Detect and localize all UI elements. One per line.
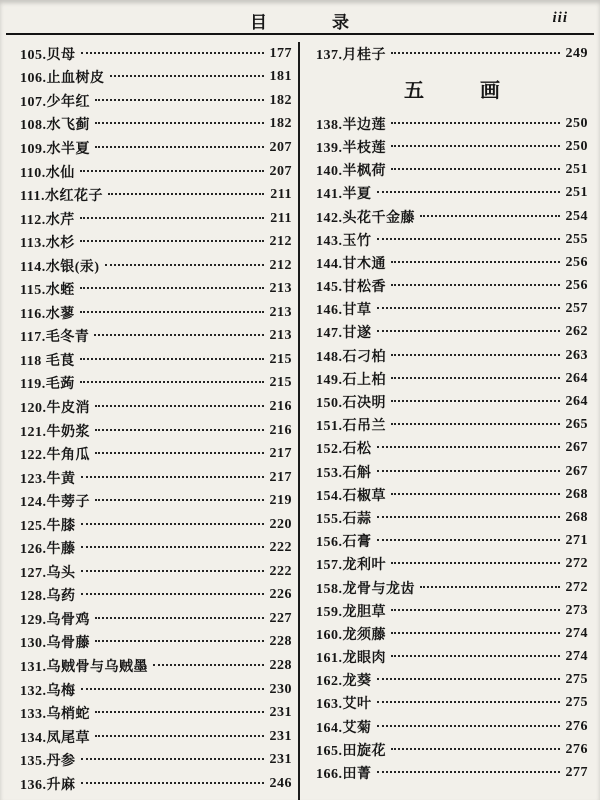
toc-entry xyxy=(316,460,588,483)
toc-entry xyxy=(20,160,292,184)
dot-leader xyxy=(391,400,560,402)
toc-entry xyxy=(316,483,588,506)
dot-leader xyxy=(391,122,560,124)
entry-label: 107.少年红 xyxy=(20,94,90,110)
dot-leader xyxy=(391,377,560,379)
entry-label: 124.牛蒡子 xyxy=(20,495,90,511)
dot-leader xyxy=(80,311,264,313)
dot-leader xyxy=(391,423,560,425)
entry-page-number: 276 xyxy=(565,718,588,734)
section-heading-char-1: 五 xyxy=(404,80,424,103)
entry-page-number: 207 xyxy=(269,163,292,179)
dot-leader xyxy=(81,782,264,784)
dot-leader xyxy=(81,52,264,54)
entry-label: 166.田菁 xyxy=(316,767,372,783)
dot-leader xyxy=(377,191,560,193)
toc-entry xyxy=(20,654,292,678)
entry-label: 164.艾菊 xyxy=(316,720,372,736)
toc-entry xyxy=(20,42,292,66)
entry-label: 147.甘遂 xyxy=(316,326,372,342)
entry-page-number: 216 xyxy=(269,422,292,438)
toc-entry xyxy=(20,419,292,443)
toc-entry xyxy=(316,42,588,65)
toc-entry xyxy=(316,159,588,182)
entry-label: 153.石斛 xyxy=(316,465,372,481)
entry-label: 149.石上柏 xyxy=(316,372,386,388)
entry-page-number: 249 xyxy=(565,45,588,61)
dot-leader xyxy=(80,217,265,219)
entry-label: 129.乌骨鸡 xyxy=(20,612,90,628)
toc-entry xyxy=(316,553,588,576)
dot-leader xyxy=(81,546,264,548)
entry-page-number: 273 xyxy=(565,602,588,618)
toc-entry xyxy=(316,182,588,205)
entry-page-number: 265 xyxy=(565,417,588,433)
entry-label: 143.玉竹 xyxy=(316,233,372,249)
entry-page-number: 217 xyxy=(269,469,292,485)
entry-page-number: 264 xyxy=(565,394,588,410)
dot-leader xyxy=(391,284,560,286)
entry-page-number: 220 xyxy=(269,516,292,532)
dot-leader xyxy=(391,52,560,54)
entry-page-number: 211 xyxy=(270,187,292,203)
dot-leader xyxy=(81,476,264,478)
section-heading-char-2: 画 xyxy=(480,80,500,103)
toc-entry xyxy=(20,230,292,254)
dot-leader xyxy=(377,446,560,448)
entry-label: 157.龙利叶 xyxy=(316,558,386,574)
entry-page-number: 215 xyxy=(269,351,292,367)
entry-page-number: 181 xyxy=(269,69,292,85)
toc-entry xyxy=(20,372,292,396)
entry-label: 112.水芹 xyxy=(20,212,75,228)
dot-leader xyxy=(95,405,264,407)
dot-leader xyxy=(377,470,560,472)
entry-page-number: 262 xyxy=(565,324,588,340)
dot-leader xyxy=(108,193,264,195)
dot-leader xyxy=(391,493,560,495)
toc-entry xyxy=(316,669,588,692)
toc-entry xyxy=(20,136,292,160)
entry-page-number: 226 xyxy=(269,587,292,603)
entry-page-number: 217 xyxy=(269,446,292,462)
toc-entry xyxy=(316,599,588,622)
dot-leader xyxy=(81,688,264,690)
toc-right-top-entries xyxy=(316,42,588,65)
entry-label: 144.甘木通 xyxy=(316,256,386,272)
entry-label: 105.贝母 xyxy=(20,47,76,63)
dot-leader xyxy=(95,452,264,454)
entry-page-number: 256 xyxy=(565,278,588,294)
toc-columns xyxy=(10,38,592,800)
toc-entry xyxy=(316,112,588,135)
entry-page-number: 275 xyxy=(565,672,588,688)
toc-entry xyxy=(316,530,588,553)
entry-label: 127.乌头 xyxy=(20,565,76,581)
toc-entry xyxy=(20,725,292,749)
toc-entry xyxy=(20,277,292,301)
toc-entry xyxy=(316,414,588,437)
entry-page-number: 251 xyxy=(565,162,588,178)
entry-page-number: 231 xyxy=(269,728,292,744)
dot-leader xyxy=(377,238,560,240)
entry-label: 122.牛角瓜 xyxy=(20,448,90,464)
toc-entry xyxy=(20,701,292,725)
entry-page-number: 272 xyxy=(565,579,588,595)
toc-entry xyxy=(20,183,292,207)
toc-title-char-1: 目 xyxy=(250,13,268,32)
dot-leader xyxy=(377,307,560,309)
entry-page-number: 182 xyxy=(269,116,292,132)
entry-page-number: 228 xyxy=(269,657,292,673)
entry-page-number: 231 xyxy=(269,705,292,721)
toc-entry xyxy=(316,298,588,321)
entry-page-number: 268 xyxy=(565,509,588,525)
entry-label: 126.牛藤 xyxy=(20,542,76,558)
entry-label: 139.半枝莲 xyxy=(316,140,386,156)
entry-page-number: 263 xyxy=(565,347,588,363)
entry-label: 113.水杉 xyxy=(20,236,75,252)
toc-entry xyxy=(20,536,292,560)
toc-entry xyxy=(316,646,588,669)
entry-page-number: 250 xyxy=(565,138,588,154)
entry-page-number: 212 xyxy=(269,257,292,273)
dot-leader xyxy=(95,146,264,148)
entry-label: 162.龙葵 xyxy=(316,674,372,690)
entry-page-number: 267 xyxy=(565,463,588,479)
toc-left-column xyxy=(10,38,298,800)
toc-entry xyxy=(20,348,292,372)
toc-entry xyxy=(316,275,588,298)
entry-page-number: 276 xyxy=(565,741,588,757)
dot-leader xyxy=(377,725,560,727)
toc-entry xyxy=(20,466,292,490)
entry-label: 133.乌梢蛇 xyxy=(20,707,90,723)
entry-page-number: 215 xyxy=(269,375,292,391)
dot-leader xyxy=(80,358,264,360)
entry-page-number: 277 xyxy=(565,765,588,781)
entry-page-number: 230 xyxy=(269,681,292,697)
dot-leader xyxy=(377,771,560,773)
entry-page-number: 267 xyxy=(565,440,588,456)
entry-page-number: 254 xyxy=(565,208,588,224)
toc-entry xyxy=(20,631,292,655)
toc-entry xyxy=(316,576,588,599)
dot-leader xyxy=(105,264,264,266)
dot-leader xyxy=(391,261,560,263)
dot-leader xyxy=(80,170,264,172)
dot-leader xyxy=(391,145,560,147)
entry-page-number: 207 xyxy=(269,139,292,155)
toc-entry xyxy=(316,692,588,715)
toc-entry xyxy=(20,560,292,584)
entry-page-number: 213 xyxy=(269,281,292,297)
entry-label: 125.牛膝 xyxy=(20,518,76,534)
entry-page-number: 212 xyxy=(269,234,292,250)
entry-page-number: 213 xyxy=(269,328,292,344)
entry-label: 116.水蓼 xyxy=(20,306,75,322)
entry-label: 119.毛蒟 xyxy=(20,377,75,393)
dot-leader xyxy=(391,632,560,634)
entry-label: 160.龙须藤 xyxy=(316,627,386,643)
dot-leader xyxy=(377,516,560,518)
dot-leader xyxy=(95,711,264,713)
dot-leader xyxy=(80,240,264,242)
toc-entry xyxy=(316,390,588,413)
toc-entry xyxy=(316,622,588,645)
dot-leader xyxy=(391,655,560,657)
entry-label: 136.升麻 xyxy=(20,777,76,793)
entry-page-number: 251 xyxy=(565,185,588,201)
toc-entry xyxy=(20,607,292,631)
entry-label: 148.石刁柏 xyxy=(316,349,386,365)
entry-page-number: 264 xyxy=(565,370,588,386)
entry-page-number: 255 xyxy=(565,231,588,247)
entry-label: 161.龙眼肉 xyxy=(316,651,386,667)
entry-label: 155.石蒜 xyxy=(316,511,372,527)
entry-label: 138.半边莲 xyxy=(316,117,386,133)
toc-entry xyxy=(316,367,588,390)
toc-entry xyxy=(20,66,292,90)
dot-leader xyxy=(95,429,264,431)
entry-page-number: 222 xyxy=(269,540,292,556)
entry-label: 159.龙胆草 xyxy=(316,604,386,620)
dot-leader xyxy=(391,748,560,750)
dot-leader xyxy=(95,735,264,737)
toc-entry xyxy=(20,89,292,113)
toc-entry xyxy=(316,437,588,460)
toc-entry xyxy=(20,395,292,419)
entry-page-number: 213 xyxy=(269,304,292,320)
entry-label: 140.半枫荷 xyxy=(316,164,386,180)
entry-label: 131.乌贼骨与乌贼墨 xyxy=(20,659,148,675)
toc-entry xyxy=(316,321,588,344)
entry-label: 132.乌梅 xyxy=(20,683,76,699)
entry-page-number: 257 xyxy=(565,301,588,317)
entry-page-number: 272 xyxy=(565,556,588,572)
toc-entry xyxy=(316,344,588,367)
toc-entry xyxy=(20,748,292,772)
entry-page-number: 219 xyxy=(269,493,292,509)
entry-label: 145.甘松香 xyxy=(316,280,386,296)
entry-page-number: 177 xyxy=(269,45,292,61)
entry-label: 163.艾叶 xyxy=(316,697,372,713)
toc-entry xyxy=(20,772,292,796)
entry-label: 142.头花千金藤 xyxy=(316,210,415,226)
dot-leader xyxy=(153,664,264,666)
dot-leader xyxy=(391,168,560,170)
entry-label: 120.牛皮消 xyxy=(20,400,90,416)
toc-entry xyxy=(316,135,588,158)
toc-entry xyxy=(20,254,292,278)
entry-label: 121.牛奶浆 xyxy=(20,424,90,440)
entry-page-number: 274 xyxy=(565,649,588,665)
toc-entry xyxy=(20,207,292,231)
toc-entry xyxy=(20,678,292,702)
entry-label: 156.石膏 xyxy=(316,535,372,551)
entry-page-number: 231 xyxy=(269,752,292,768)
entry-label: 123.牛黄 xyxy=(20,471,76,487)
toc-entry xyxy=(20,301,292,325)
toc-entry xyxy=(316,228,588,251)
dot-leader xyxy=(391,354,560,356)
entry-page-number: 271 xyxy=(565,533,588,549)
dot-leader xyxy=(95,617,264,619)
dot-leader xyxy=(95,99,264,101)
entry-page-number: 268 xyxy=(565,486,588,502)
dot-leader xyxy=(81,758,264,760)
entry-page-number: 216 xyxy=(269,398,292,414)
dot-leader xyxy=(391,562,560,564)
entry-page-number: 274 xyxy=(565,625,588,641)
entry-label: 151.石吊兰 xyxy=(316,419,386,435)
entry-page-number: 182 xyxy=(269,92,292,108)
toc-entry xyxy=(20,113,292,137)
entry-label: 117.毛冬青 xyxy=(20,330,90,346)
entry-label: 141.半夏 xyxy=(316,187,372,203)
entry-label: 110.水仙 xyxy=(20,165,75,181)
entry-label: 152.石松 xyxy=(316,442,372,458)
dot-leader xyxy=(95,640,264,642)
entry-page-number: 256 xyxy=(565,254,588,270)
toc-right-entries xyxy=(316,112,588,784)
toc-entry xyxy=(316,715,588,738)
entry-page-number: 222 xyxy=(269,563,292,579)
toc-entry xyxy=(20,325,292,349)
dot-leader xyxy=(81,570,264,572)
entry-page-number: 211 xyxy=(270,210,292,226)
toc-entry xyxy=(20,489,292,513)
toc-entry xyxy=(20,513,292,537)
dot-leader xyxy=(391,609,560,611)
dot-leader xyxy=(377,330,560,332)
dot-leader xyxy=(110,75,264,77)
folio-page-number: iii xyxy=(552,10,568,26)
entry-label: 135.丹参 xyxy=(20,754,76,770)
dot-leader xyxy=(377,539,560,541)
dot-leader xyxy=(94,334,263,336)
entry-label: 106.止血树皮 xyxy=(20,71,105,87)
toc-entry xyxy=(316,738,588,761)
entry-label: 165.田旋花 xyxy=(316,743,386,759)
entry-page-number: 227 xyxy=(269,610,292,626)
entry-page-number: 275 xyxy=(565,695,588,711)
toc-entry xyxy=(316,205,588,228)
toc-title-char-2: 录 xyxy=(332,13,350,32)
entry-page-number: 228 xyxy=(269,634,292,650)
section-heading-five-strokes xyxy=(316,65,588,112)
toc-right-column xyxy=(300,38,592,800)
entry-label: 137.月桂子 xyxy=(316,47,386,63)
entry-label: 111.水红花子 xyxy=(20,189,103,205)
entry-label: 108.水飞蓟 xyxy=(20,118,90,134)
toc-entry xyxy=(316,761,588,784)
dot-leader xyxy=(420,215,560,217)
toc-title xyxy=(0,8,600,33)
entry-page-number: 246 xyxy=(269,775,292,791)
entry-label: 118 毛茛 xyxy=(20,353,75,369)
dot-leader xyxy=(95,122,264,124)
toc-entry xyxy=(316,506,588,529)
toc-entry xyxy=(316,251,588,274)
dot-leader xyxy=(81,523,264,525)
entry-label: 150.石决明 xyxy=(316,396,386,412)
entry-label: 130.乌骨藤 xyxy=(20,636,90,652)
toc-entry xyxy=(20,584,292,608)
entry-label: 158.龙骨与龙齿 xyxy=(316,581,415,597)
entry-label: 146.甘草 xyxy=(316,303,372,319)
dot-leader xyxy=(377,701,560,703)
dot-leader xyxy=(80,381,264,383)
toc-entry xyxy=(20,442,292,466)
page-header xyxy=(0,0,600,34)
dot-leader xyxy=(377,678,560,680)
dot-leader xyxy=(81,593,264,595)
dot-leader xyxy=(420,586,560,588)
entry-label: 154.石椒草 xyxy=(316,488,386,504)
header-rule xyxy=(6,33,594,35)
entry-label: 114.水银(汞) xyxy=(20,259,100,275)
entry-page-number: 250 xyxy=(565,115,588,131)
entry-label: 109.水半夏 xyxy=(20,141,90,157)
dot-leader xyxy=(95,499,264,501)
entry-label: 115.水蛭 xyxy=(20,283,75,299)
entry-label: 128.乌药 xyxy=(20,589,76,605)
dot-leader xyxy=(80,287,264,289)
entry-label: 134.凤尾草 xyxy=(20,730,90,746)
